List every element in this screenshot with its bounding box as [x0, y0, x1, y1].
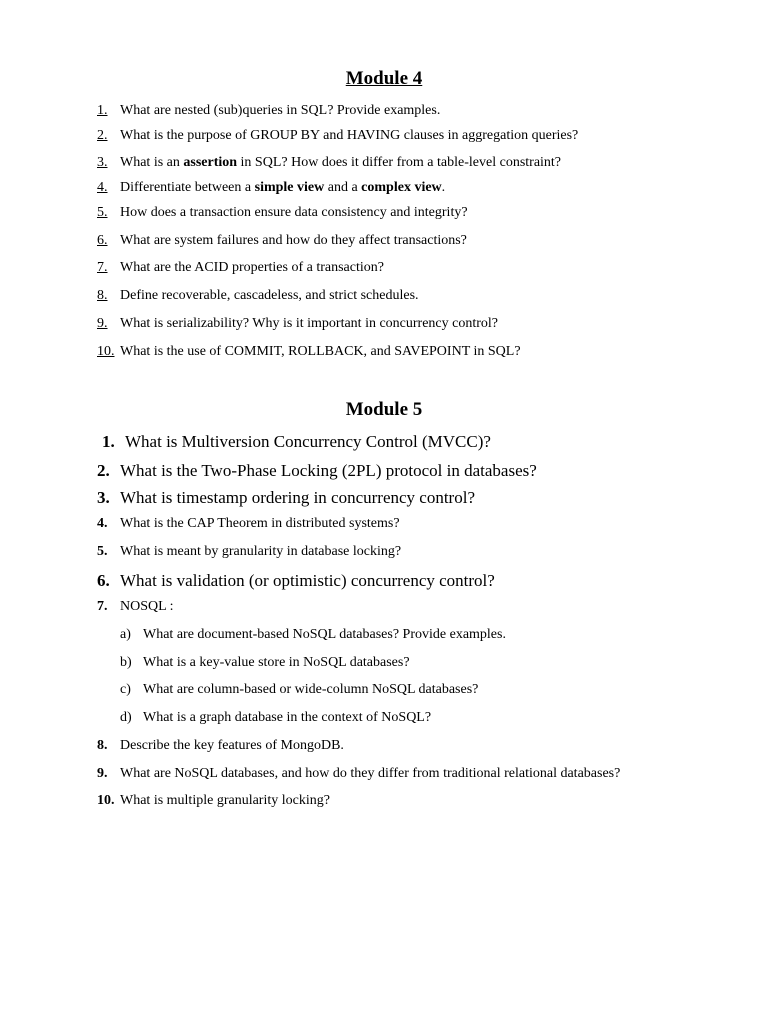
question-number: 3. [97, 488, 110, 507]
question-number: 1. [97, 103, 108, 118]
question-text: What is timestamp ordering in concurrency control? [120, 488, 475, 507]
question-number: 8. [97, 288, 108, 303]
sub-question-text: What are column-based or wide-column NoSQL databases? [143, 682, 479, 697]
question-text: What is the CAP Theorem in distributed systems? [120, 516, 400, 531]
question-number: 10. [97, 344, 115, 359]
sub-question-letter: c) [120, 682, 131, 697]
question-number: 7. [97, 260, 108, 275]
question-item [97, 343, 521, 361]
question-number: 4. [97, 516, 108, 531]
question-item [97, 179, 445, 197]
question-text: . [441, 180, 446, 195]
question-text: NOSQL : [120, 599, 174, 614]
question-text: What are the ACID properties of a transaction? [120, 260, 384, 275]
question-text: Differentiate between a [120, 180, 255, 195]
question-number: 2. [97, 461, 110, 480]
bold-term: simple view [254, 180, 325, 195]
question-text: Define recoverable, cascadeless, and strict schedules. [120, 288, 419, 303]
sub-question-text: What is a graph database in the context of NoSQL? [143, 710, 432, 725]
question-item [97, 543, 401, 561]
question-text: What is meant by granularity in database locking? [120, 544, 402, 559]
question-text: What are system failures and how do they affect transactions? [120, 233, 467, 248]
question-item [97, 572, 495, 590]
question-text: What is the Two-Phase Locking (2PL) protocol in databases? [120, 461, 537, 480]
question-item [97, 598, 174, 616]
question-number: 9. [97, 766, 108, 781]
module-5-title: Module 5 [345, 399, 423, 420]
question-number: 8. [97, 738, 108, 753]
question-number: 1. [102, 432, 115, 451]
question-item [97, 102, 440, 120]
question-item [97, 462, 537, 480]
bold-term: assertion [183, 155, 238, 170]
question-text: in SQL? How does it differ from a table-level constraint? [237, 155, 562, 170]
sub-question-text: What are document-based NoSQL databases? Provide examples. [143, 627, 506, 642]
question-number: 5. [97, 544, 108, 559]
question-item [102, 433, 491, 451]
sub-question-item [120, 709, 431, 727]
question-text: What are nested (sub)queries in SQL? Provide examples. [120, 103, 441, 118]
sub-question-letter: b) [120, 655, 132, 670]
sub-question-item [120, 681, 478, 699]
question-item [97, 489, 475, 507]
question-item [97, 154, 561, 172]
question-text: What is serializability? Why is it important in concurrency control? [120, 316, 499, 331]
question-text: What is multiple granularity locking? [120, 793, 330, 808]
question-number: 9. [97, 316, 108, 331]
question-number: 10. [97, 793, 115, 808]
question-number: 4. [97, 180, 108, 195]
question-item [97, 765, 620, 783]
question-text: What is the use of COMMIT, ROLLBACK, and SAVEPOINT in SQL? [120, 344, 521, 359]
question-number: 2. [97, 128, 108, 143]
question-text: Describe the key features of MongoDB. [120, 738, 344, 753]
question-number: 7. [97, 599, 108, 614]
question-number: 6. [97, 233, 108, 248]
question-number: 3. [97, 155, 108, 170]
question-item [97, 232, 467, 250]
question-item [97, 287, 419, 305]
question-text: What is an [120, 155, 184, 170]
question-number: 6. [97, 571, 110, 590]
question-item [97, 515, 400, 533]
sub-question-text: What is a key-value store in NoSQL databases? [143, 655, 410, 670]
sub-question-letter: d) [120, 710, 132, 725]
sub-question-item [120, 654, 410, 672]
question-text: What is Multiversion Concurrency Control (MVCC)? [125, 432, 491, 451]
question-text: What is validation (or optimistic) concurrency control? [120, 571, 495, 590]
question-text: What is the purpose of GROUP BY and HAVING clauses in aggregation queries? [120, 128, 579, 143]
question-item [97, 127, 578, 145]
question-item [97, 792, 330, 810]
question-text: and a [324, 180, 362, 195]
bold-term: complex view [361, 180, 442, 195]
question-text: How does a transaction ensure data consistency and integrity? [120, 205, 468, 220]
question-text: What are NoSQL databases, and how do they differ from traditional relational databases? [120, 766, 621, 781]
question-item [97, 315, 498, 333]
question-item [97, 204, 468, 222]
question-number: 5. [97, 205, 108, 220]
question-item [97, 737, 344, 755]
question-item [97, 259, 384, 277]
sub-question-item [120, 626, 506, 644]
module-4-title: Module 4 [345, 68, 423, 89]
sub-question-letter: a) [120, 627, 131, 642]
